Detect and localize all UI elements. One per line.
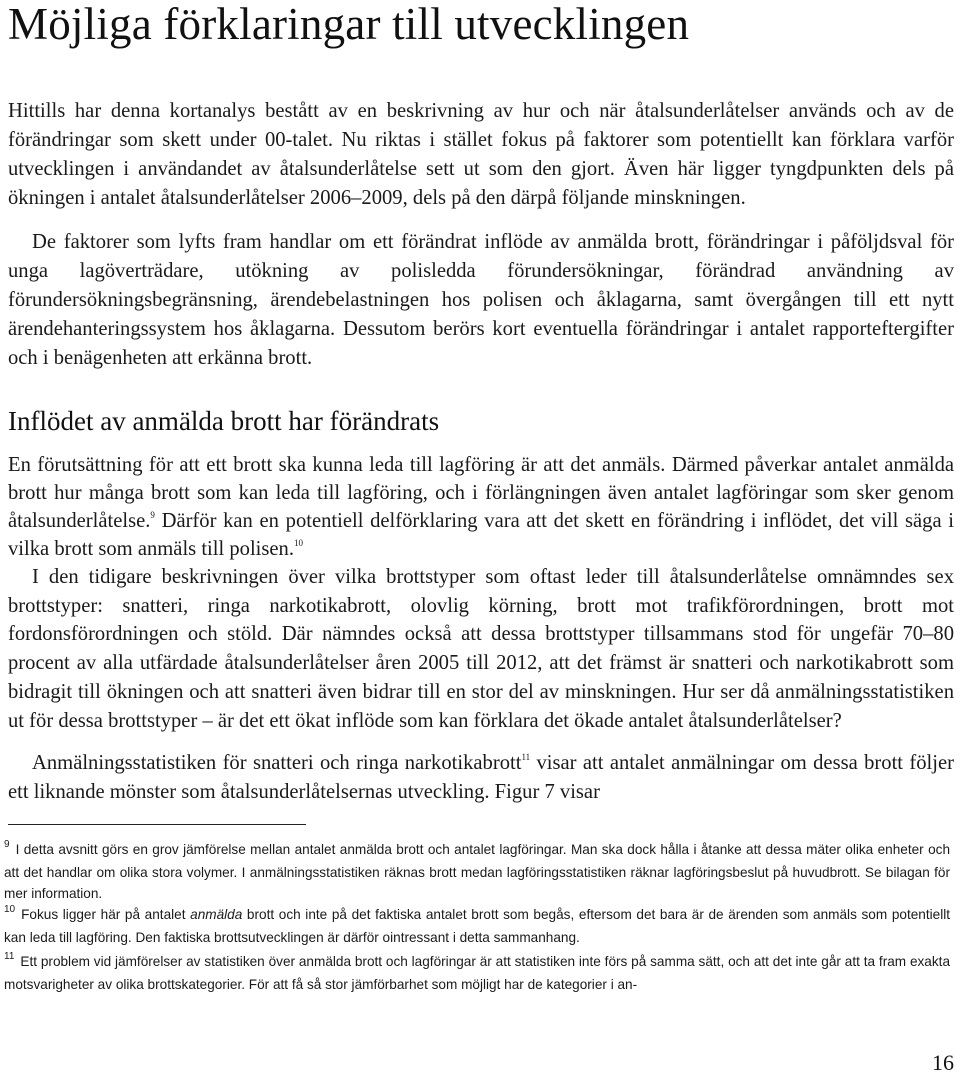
footnote-ref-11[interactable]: 11 [521, 752, 531, 762]
footnote-divider [8, 824, 306, 825]
footnote-10 [4, 904, 950, 948]
section-heading: Inflödet av anmälda brott har förändrats [8, 406, 440, 436]
footnote-9-number: 9 [4, 839, 10, 850]
section-paragraph-1-text-b: Därför kan en potentiell delförklaring vara att det skett en förändring i inflödet, det vill säga i vilka brott som anmäls till polisen. [8, 510, 954, 560]
intro-paragraph-1: Hittills har denna kortanalys bestått av en beskrivning av hur och när åtalsunderlåtelser används och av de förändringar som skett under 00-talet. Nu riktas i stället fokus på faktorer som potentiellt kan förklara varför utvecklingen i användandet av åtalsunderlåtelse sett ut som den gjort. Även här ligger tyngdpunkten dels på ökningen i antalet åtalsunderlåtelser 2006–2009, dels på den därpå följande minskningen. [8, 100, 954, 209]
section-paragraph-2: I den tidigare beskrivningen över vilka brottstyper som oftast leder till åtalsunderlåtelse omnämndes sex brottstyper: snatteri, ringa narkotikabrott, olovlig körning, brott mot trafikförordningen, brott mot fordonsförordningen och stöld. Där nämndes också att dessa brottstyper tillsammans stod för ungefär 70–80 procent av alla utfärdade åtalsunderlåtelser åren 2005 till 2012, att det främst är snatteri och narkotikabrott som bidragit till ökningen och att snatteri även bidrar till en stor del av minskningen. Hur ser då anmälningsstatistiken ut för dessa brottstyper – är det ett ökat inflöde som kan förklara det ökade antalet åtalsunderlåtelser? [8, 566, 954, 732]
section-paragraph-3-text-b: visar att antalet anmälningar om dessa brott följer ett liknande mönster som åtalsunderlåtelsernas utveckling. Figur 7 visar [8, 752, 954, 803]
footnote-11-text: Ett problem vid jämförelser av statistiken över anmälda brott och lagföringar är att statistiken inte förs på samma sätt, och att det inte går att ta fram exakta motsvarigheter av olika brottskategorier. För att få så stor jämförbarhet som möjligt har de kategorier i an- [4, 954, 950, 992]
footnote-9 [4, 839, 950, 904]
intro-paragraph-2: De faktorer som lyfts fram handlar om ett förändrat inflöde av anmälda brott, förändringar i påföljdsval för unga lagöverträdare, utökning av polisledda förundersökningar, förändrad användning av förundersökningsbegränsning, ärendebelastningen hos polisen och åklagarna, samt övergången till ett nytt ärendehanteringssystem hos åklagarna. Dessutom berörs kort eventuella förändringar i antalet rapporteftergifter och i benägenheten att erkänna brott. [8, 231, 954, 369]
section-paragraph-1-text-a: En förutsättning för att ett brott ska kunna leda till lagföring är att det anmäls. Därmed påverkar antalet anmälda brott hur många brott som kan leda till lagföring, och i förlängningen även antalet lagföringar som sker genom åtalsunderlåtelse. [8, 454, 954, 532]
footnote-10-emphasis: anmälda [190, 907, 243, 922]
footnote-ref-9[interactable]: 9 [150, 510, 155, 520]
footnote-ref-10[interactable]: 10 [294, 538, 303, 548]
page-number: 16 [932, 1050, 954, 1075]
footnote-11 [4, 951, 950, 995]
footnote-10-text-a: Fokus ligger här på antalet [21, 907, 191, 922]
footnote-9-text: I detta avsnitt görs en grov jämförelse mellan antalet anmälda brott och antalet lagföringar. Man ska dock hålla i åtanke att dessa mäter olika enheter och att det handlar om olika stora volymer. I anmälningsstatistiken räknas brott medan lagföringsstatistiken räknar lagföringsbeslut på huvudbrott. Se bilagan för mer information. [4, 842, 950, 901]
page-title: Möjliga förklaringar till utvecklingen [8, 0, 690, 49]
section-paragraph-3 [8, 749, 954, 807]
footnote-10-number: 10 [4, 904, 16, 915]
section-paragraph-1 [8, 451, 954, 563]
footnote-10-text-b: brott och inte på det faktiska antalet brott som begås, eftersom det bara är de ärenden som anmäls som potentiellt kan leda till lagföring. Den faktiska brottsutvecklingen är därför ointressant i detta sammanhang. [4, 907, 951, 945]
footnote-11-number: 11 [4, 951, 15, 962]
section-paragraph-3-text-a: Anmälningsstatistiken för snatteri och ringa narkotikabrott [32, 752, 522, 774]
